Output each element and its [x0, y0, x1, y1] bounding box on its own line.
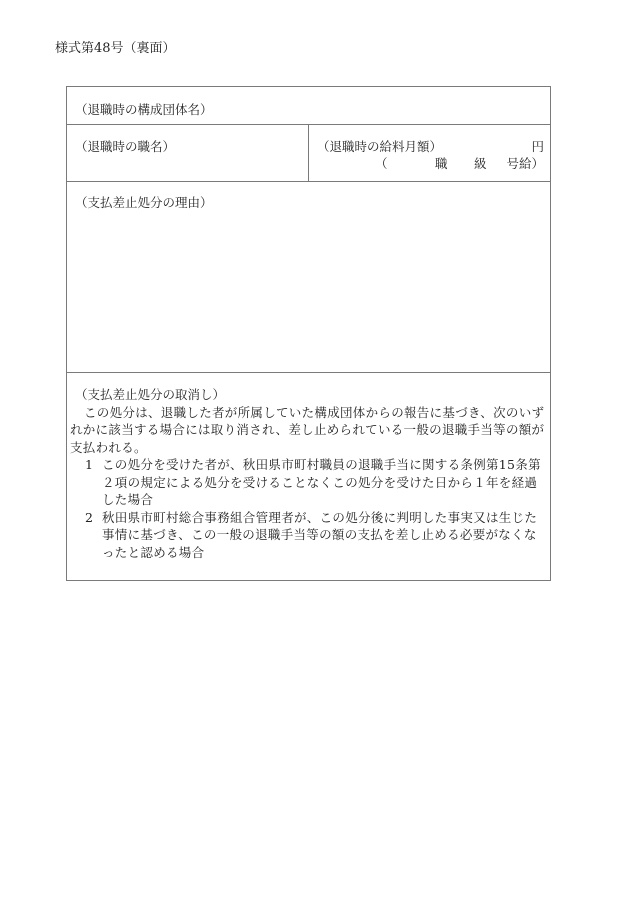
- post-cell: [67, 125, 309, 181]
- cancel-item: [70, 456, 546, 509]
- cancel-item-number: 1: [85, 457, 94, 472]
- salary-label: （退職時の給料月額）: [317, 139, 443, 154]
- cancel-heading: （支払差止処分の取消し）: [75, 387, 226, 402]
- cancel-item-text: 秋田県市町村総合事務組合管理者が、この処分後に判明した事実又は生じた事情に基づき、この一般の退職手当等の額の支払を差し止める必要がなくなったと認める場合: [102, 509, 538, 560]
- cancel-body: [70, 386, 546, 561]
- cancel-paragraph: この処分は、退職した者が所属していた構成団体からの報告に基づき、次のいずれかに該当する場合には取り消され、差し止められている一般の退職手当等の額が支払われる。: [70, 404, 545, 455]
- grade-kyu: 級: [474, 156, 487, 171]
- org-name-row: [67, 87, 550, 125]
- grade-open-paren: （: [375, 156, 388, 171]
- form-title: 様式第48号（裏面）: [55, 41, 176, 56]
- post-label: （退職時の職名）: [75, 139, 176, 154]
- post-salary-row: [67, 125, 550, 182]
- salary-unit: 円: [531, 139, 544, 154]
- grade-line: [309, 156, 544, 172]
- form-table: [66, 86, 551, 581]
- reason-row: [67, 182, 550, 373]
- cancel-row: [67, 373, 550, 580]
- cancel-item-text: この処分を受けた者が、秋田県市町村職員の退職手当に関する条例第15条第２項の規定による処分を受けることなくこの処分を受けた日から１年を経過した場合: [102, 457, 541, 507]
- grade-gokyu: 号給）: [506, 156, 544, 171]
- cancel-item: [70, 509, 546, 562]
- org-name-label: （退職時の構成団体名）: [75, 102, 213, 117]
- salary-cell: [309, 125, 550, 181]
- cancel-item-number: 2: [85, 509, 94, 525]
- reason-label: （支払差止処分の理由）: [75, 195, 213, 210]
- grade-shoku: 職: [435, 156, 448, 171]
